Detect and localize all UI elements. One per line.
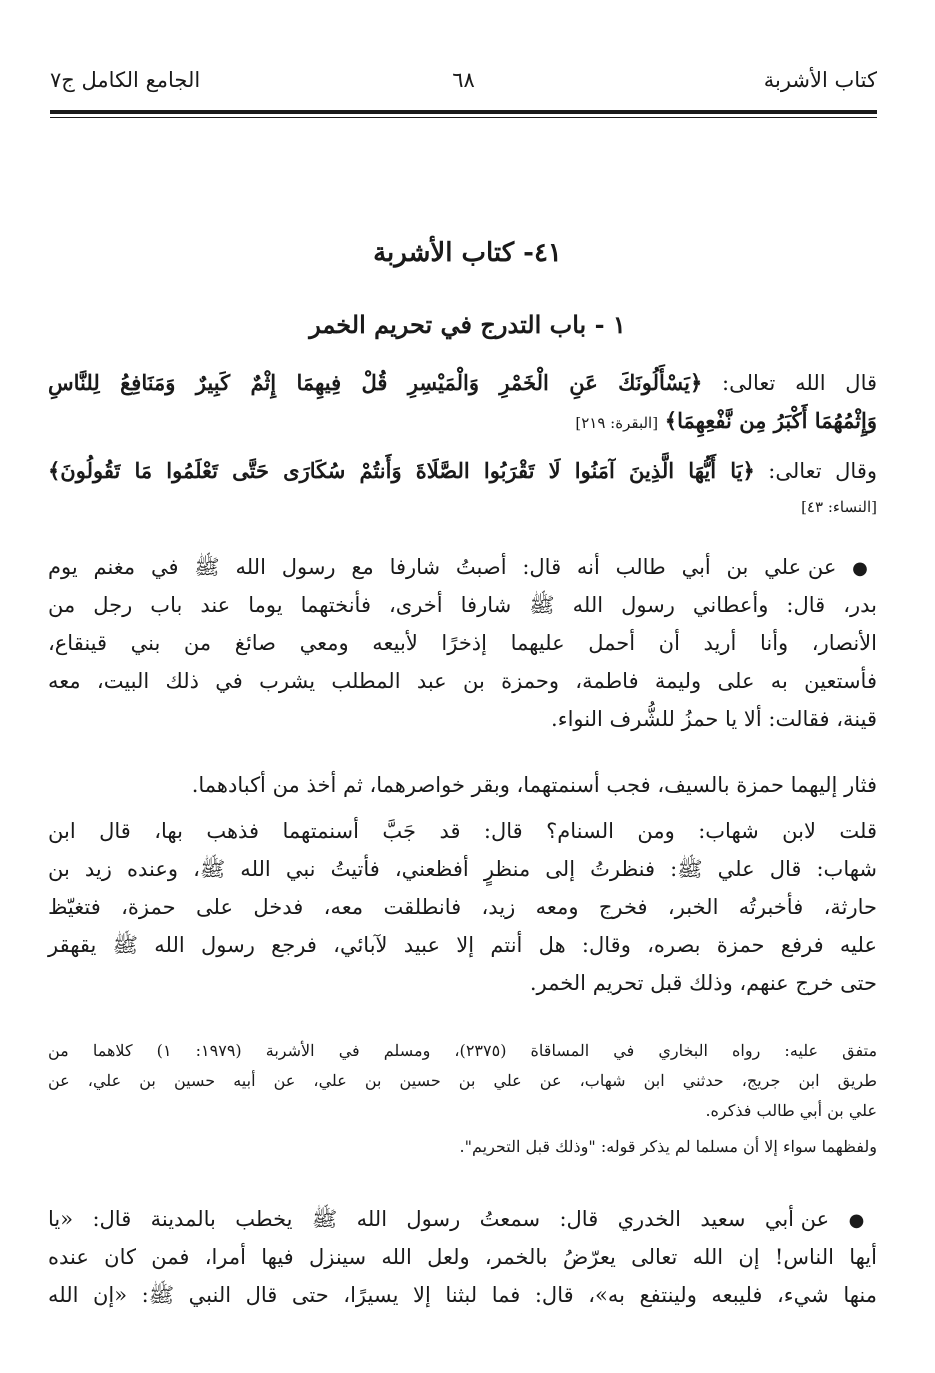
hadith-1 [48, 548, 877, 738]
verse-1-line-2 [48, 402, 877, 440]
hadith-2-line-3: منها شيء، فليبعه ولينتفع به»، قال: فما لبثنا إلا يسيرًا، حتى قال النبي ﷺ: «إن الله [48, 1283, 877, 1307]
hadith-1-line-2: بدر، قال: وأعطاني رسول الله ﷺ شارفا أخرى، فأنختهما يوما عند باب رجل من [48, 593, 877, 617]
hadith-1-para-3-line-2: شهاب: قال علي ﷺ: فنظرتُ إلى منظرٍ أفظعني، فأتيتُ نبي الله ﷺ، وعنده زيد بن [48, 857, 877, 881]
bullet-icon: ● [848, 1210, 877, 1231]
verse-reference: [النساء: ٤٣] [801, 498, 877, 516]
hadith-2-line-2: أيها الناس! إن الله تعالى يعرّضُ بالخمر، ولعل الله سينزل فيها أمرا، فمن كان عنده [48, 1245, 877, 1269]
hadith-1-para-3-line-3: حارثة، فأخبرتُه الخبر، فخرج ومعه زيد، فانطلقت معه، فدخل على حمزة، فتغيّظ [48, 895, 877, 919]
header-rule-thick [50, 110, 877, 114]
takhrij-line-2: طريق ابن جريج، حدثني ابن شهاب، عن علي بن حسين بن علي، عن أبيه حسين بن علي، عن [48, 1071, 877, 1090]
hadith-1-para-3-line-4: عليه فرفع حمزة بصره، وقال: هل أنتم إلا عبيد لآبائي، فرجع رسول الله ﷺ يقهقر [48, 933, 877, 957]
hadith-2 [48, 1200, 877, 1314]
page-number: ٦٨ [452, 68, 475, 92]
takhrij-line-3: علي بن أبي طالب فذكره. [705, 1101, 877, 1120]
hadith-1-line-4: فأستعين به على وليمة فاطمة، وحمزة بن عبد المطلب يشرب في ذلك البيت، معه [48, 669, 877, 693]
hadith-1-line-3: الأنصار، وأنا أريد أن أحمل عليهما إذخرًا لأبيعه ومعي صائغ من بني قينقاع، [48, 631, 877, 655]
book-title: ٤١- كتاب الأشربة [373, 238, 562, 268]
header-book-title: كتاب الأشربة [763, 68, 877, 92]
hadith-1-para-2 [48, 766, 877, 804]
running-header [50, 64, 877, 104]
quran-text: ﴿يَسْأَلُونَكَ عَنِ الْخَمْرِ وَالْمَيْسِرِ قُلْ فِيهِمَا إِثْمٌ كَبِيرٌ وَمَنَافِعُ لِلنَّاسِ [48, 370, 703, 395]
verse-2-line-1: وقال تعالى: ﴿يَا أَيُّهَا الَّذِينَ آمَنُوا لَا تَقْرَبُوا الصَّلَاةَ وَأَنتُمْ سُكَارَى حَتَّى تَعْلَمُوا مَا تَقُولُونَ﴾ [48, 458, 877, 483]
quran-text: وَإِثْمُهُمَا أَكْبَرُ مِن نَّفْعِهِمَا﴾ [664, 408, 877, 433]
takhrij-block [48, 1036, 877, 1162]
hadith-1-para-3 [48, 812, 877, 1002]
bullet-icon: ● [852, 558, 877, 579]
hadith-1-line-5: قينة، فقالت: ألا يا حمزُ للشُّرف النواء. [551, 707, 877, 731]
header-rule-thin [50, 117, 877, 118]
chapter-title: ١ - باب التدرج في تحريم الخمر [309, 310, 626, 339]
hadith-1-para-3-line-1: قلت لابن شهاب: ومن السنام؟ قال: قد جَبَّ أسنمتهما فذهب بها، قال ابن [48, 819, 877, 843]
hadith-1-line-1: ● عن علي بن أبي طالب أنه قال: أصبتُ شارفا مع رسول الله ﷺ في مغنم يوم [48, 555, 877, 579]
hadith-1-para-3-line-5: حتى خرج عنهم، وذلك قبل تحريم الخمر. [529, 971, 877, 995]
verse-1-line-1: قال الله تعالى: ﴿يَسْأَلُونَكَ عَنِ الْخَمْرِ وَالْمَيْسِرِ قُلْ فِيهِمَا إِثْمٌ كَبِيرٌ وَمَنَافِعُ لِلنَّاسِ [48, 370, 878, 395]
hadith-2-line-1: ● عن أبي سعيد الخدري قال: سمعتُ رسول الله ﷺ يخطب بالمدينة قال: «يا [48, 1207, 877, 1231]
hadith-1-para-2-line: فثار إليهما حمزة بالسيف، فجب أسنمتهما، وبقر خواصرهما، ثم أخذ من أكبادهما. [191, 773, 877, 797]
verse-reference: [البقرة: ٢١٩] [575, 414, 659, 432]
verse-2-reference-line [48, 490, 877, 520]
takhrij-line-1: متفق عليه: رواه البخاري في المساقاة (٢٣٧٥)، ومسلم في الأشربة (١٩٧٩: ١) كلاهما من [48, 1041, 878, 1060]
header-volume: الجامع الكامل ج٧ [50, 68, 201, 92]
quran-text: ﴿يَا أَيُّهَا الَّذِينَ آمَنُوا لَا تَقْرَبُوا الصَّلَاةَ وَأَنتُمْ سُكَارَى حَتَّى تَعْلَمُوا مَا تَقُولُونَ﴾ [48, 458, 755, 483]
takhrij-note: ولفظهما سواء إلا أن مسلما لم يذكر قوله: "وذلك قبل التحريم". [459, 1137, 877, 1156]
verses-block [48, 364, 877, 520]
